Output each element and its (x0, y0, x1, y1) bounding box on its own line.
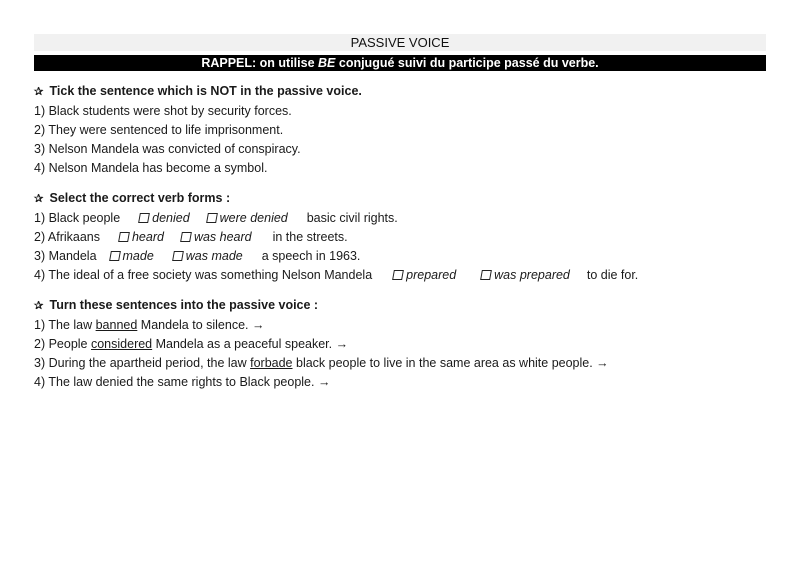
option-1[interactable]: denied (139, 209, 190, 228)
underlined-verb: banned (95, 318, 138, 332)
list-item (34, 247, 766, 266)
checkbox-icon[interactable] (180, 232, 192, 242)
item-text: 4) The ideal of a free society was something Nelson Mandela (34, 268, 373, 282)
checkbox-icon[interactable] (109, 251, 121, 261)
checkbox-icon[interactable] (206, 213, 218, 223)
page-title (34, 34, 766, 51)
arrow-icon: → (596, 356, 609, 370)
list-item (34, 266, 766, 285)
list-item (34, 228, 766, 247)
rappel-suffix: conjugué suivi du participe passé du verbe. (335, 56, 599, 70)
section-select (34, 190, 766, 285)
heading-text: Turn these sentences into the passive voice : (49, 298, 319, 312)
list-item: 2) People considered Mandela as a peaceful speaker. → (34, 337, 349, 351)
option-2[interactable]: was prepared (481, 266, 570, 285)
item-text: a speech in 1963. (261, 249, 361, 263)
rappel-prefix: RAPPEL: on utilise (201, 56, 319, 70)
list-item: 3) During the apartheid period, the law forbade black people to live in the same area as white people. → (34, 356, 609, 370)
option-2[interactable]: were denied (207, 209, 288, 228)
option-2[interactable]: was made (173, 247, 243, 266)
list-item: 2) They were sentenced to life imprisonment. (34, 123, 284, 137)
item-text: to die for. (586, 268, 639, 282)
section-heading (34, 297, 766, 313)
checkbox-icon[interactable] (392, 270, 404, 280)
item-text: 3) Mandela (34, 249, 97, 263)
underlined-verb: forbade (250, 356, 293, 370)
star-icon: ✰ (34, 193, 44, 205)
item-text: 2) Afrikaans (34, 230, 101, 244)
arrow-icon: → (317, 375, 331, 389)
section-heading (34, 83, 766, 99)
item-text: in the streets. (272, 230, 348, 244)
rappel-banner (34, 55, 766, 71)
list-item: 1) The law banned Mandela to silence. → (34, 318, 265, 332)
option-1[interactable]: prepared (393, 266, 456, 285)
underlined-verb: considered (90, 337, 153, 351)
star-icon: ✰ (34, 86, 44, 98)
option-1[interactable]: made (110, 247, 154, 266)
heading-text: Select the correct verb forms : (49, 191, 231, 205)
list-item: 4) The law denied the same rights to Black people. → (34, 375, 331, 389)
star-icon: ✰ (34, 300, 44, 312)
item-text: basic civil rights. (306, 211, 398, 225)
item-text: 1) Black people (34, 211, 121, 225)
list-item: 1) Black students were shot by security forces. (34, 104, 292, 118)
checkbox-icon[interactable] (118, 232, 130, 242)
arrow-icon: → (335, 337, 349, 351)
section-tick (34, 83, 766, 178)
option-1[interactable]: heard (119, 228, 164, 247)
rappel-be: BE (318, 56, 336, 70)
arrow-icon: → (251, 318, 265, 332)
checkbox-icon[interactable] (172, 251, 184, 261)
section-transform (34, 297, 766, 392)
title-text: PASSIVE VOICE (350, 35, 450, 50)
list-item: 4) Nelson Mandela has become a symbol. (34, 161, 268, 175)
list-item: 3) Nelson Mandela was convicted of conspiracy. (34, 142, 301, 156)
list-item (34, 209, 766, 228)
section-heading (34, 190, 766, 206)
checkbox-icon[interactable] (480, 270, 492, 280)
option-2[interactable]: was heard (181, 228, 252, 247)
worksheet (34, 34, 766, 392)
checkbox-icon[interactable] (138, 213, 150, 223)
heading-text: Tick the sentence which is NOT in the passive voice. (49, 84, 362, 98)
